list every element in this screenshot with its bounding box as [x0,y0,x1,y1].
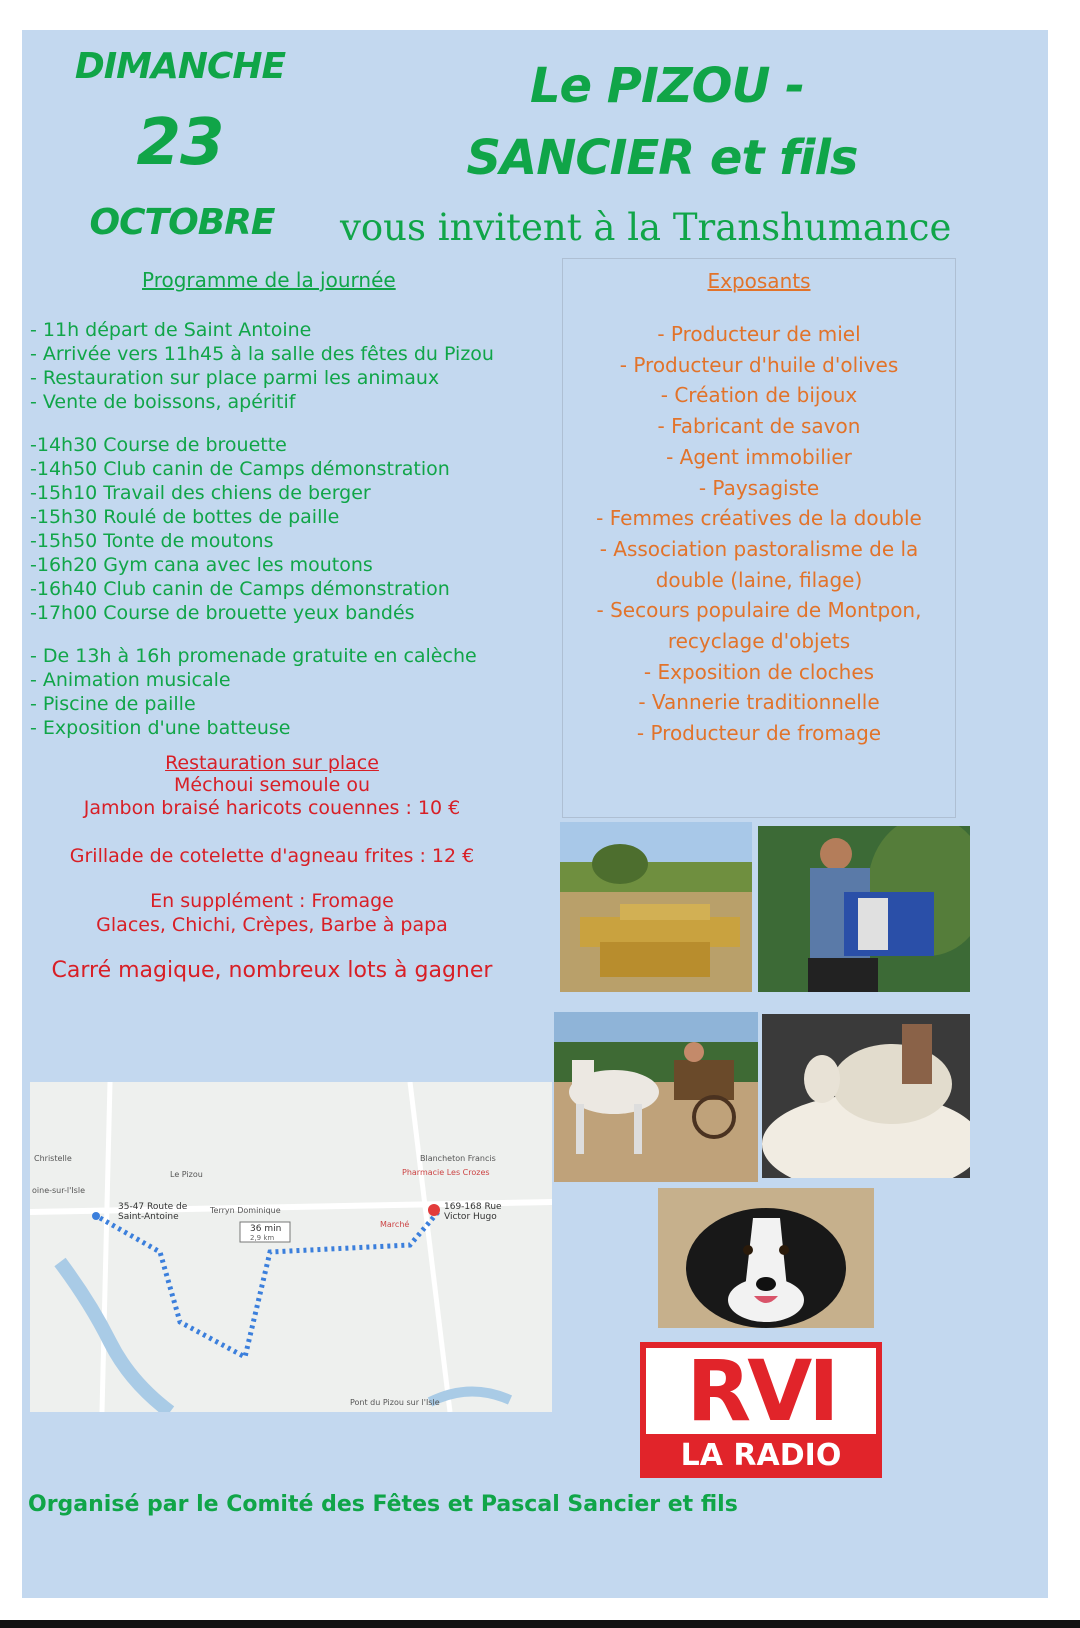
map-label: Marché [380,1220,410,1229]
month-label: OCTOBRE [89,202,275,243]
programme-item: -15h10 Travail des chiens de berger [30,482,371,504]
bottom-bar [0,1620,1080,1628]
exposant-item: - Producteur de fromage [636,721,882,746]
programme-item: - Animation musicale [30,669,231,691]
exposant-item: - Producteur d'huile d'olives [619,352,899,377]
exposant-item: - Producteur de miel [657,322,861,346]
programme-item: - Restauration sur place parmi les animaux [30,367,440,389]
programme-item: -15h30 Roulé de bottes de paille [30,506,340,528]
map-label: Pharmacie Les Crozes [402,1168,490,1177]
hay-bales-photo [560,822,752,992]
programme-item: -14h50 Club canin de Camps démonstration [30,458,450,480]
route-map [30,1082,552,1412]
logo-main-text: RVI [686,1342,836,1440]
sheep-shearing-photo [762,1014,970,1178]
exposant-item: recyclage d'objets [667,629,851,654]
exposants-box [562,258,956,818]
accordion-player-photo [758,826,970,992]
programme-item: -16h20 Gym cana avec les moutons [30,554,373,576]
restauration-line-2: Jambon braisé haricots couennes : 10 € [83,797,461,819]
map-label: Pont du Pizou sur l'Isle [350,1398,440,1407]
exposant-item: - Création de bijoux [660,383,858,408]
restauration-title: Restauration sur place [165,752,379,774]
programme-item: -16h40 Club canin de Camps démonstration [30,578,450,600]
logo-sub-text: LA RADIO [680,1438,842,1473]
map-label: Terryn Dominique [210,1206,281,1215]
programme-item: -17h00 Course de brouette yeux bandés [30,602,415,624]
poster [22,30,1048,1598]
programme-item: - De 13h à 16h promenade gratuite en calèche [30,645,477,667]
map-start-label: 35-47 Route de Saint-Antoine [118,1202,188,1222]
programme-item: - Vente de boissons, apéritif [30,391,296,413]
exposant-item: double (laine, filage) [655,567,863,592]
programme-list [30,318,494,740]
restauration-line-1: Méchoui semoule ou [174,774,370,796]
exposant-item: - Exposition de cloches [643,659,875,684]
programme-item: - 11h départ de Saint Antoine [30,319,312,341]
exposant-item: - Fabricant de savon [657,414,861,439]
title-line-2: SANCIER et fils [466,130,858,186]
exposant-item: - Secours populaire de Montpon, [596,598,922,623]
horse-carriage-photo [554,1012,758,1182]
map-distance: 2,9 km [250,1234,275,1242]
invite-line: vous invitent à la Transhumance [340,206,952,249]
rvi-radio-logo [640,1342,882,1478]
programme-item: - Arrivée vers 11h45 à la salle des fêtes du Pizou [30,343,494,365]
exposant-item: - Agent immobilier [666,444,852,469]
map-duration: 36 min [250,1224,282,1234]
exposant-item: - Paysagiste [698,475,820,500]
exposant-item: - Vannerie traditionnelle [638,690,880,715]
programme-item: - Exposition d'une batteuse [30,717,291,739]
sheepdog-photo [658,1188,874,1328]
programme-item: - Piscine de paille [30,693,196,715]
map-label: Blancheton Francis [420,1154,496,1163]
grillade-line: Grillade de cotelette d'agneau frites : 12 € [69,845,475,867]
map-label: oine-sur-l'Isle [32,1186,85,1195]
exposants-list [563,319,955,749]
exposants-title: Exposants [707,269,811,293]
map-label: Christelle [34,1154,72,1163]
carre-magique: Carré magique, nombreux lots à gagner [51,958,493,983]
map-end-label: 169-168 Rue Victor Hugo [444,1202,502,1222]
exposant-item: - Femmes créatives de la double [596,506,922,531]
programme-title: Programme de la journée [142,268,396,292]
supplement-line-2: Glaces, Chichi, Crèpes, Barbe à papa [96,914,448,936]
title-line-1: Le PIZOU - [529,58,805,114]
map-label: Le Pizou [170,1170,203,1179]
organizer-footer: Organisé par le Comité des Fêtes et Pascal Sancier et fils [28,1492,738,1517]
day-label: DIMANCHE [74,46,286,87]
exposant-item: - Association pastoralisme de la [599,536,919,561]
programme-item: -15h50 Tonte de moutons [30,530,274,552]
supplement-line-1: En supplément : Fromage [150,890,394,912]
programme-item: -14h30 Course de brouette [30,434,287,456]
date-number: 23 [136,106,224,180]
